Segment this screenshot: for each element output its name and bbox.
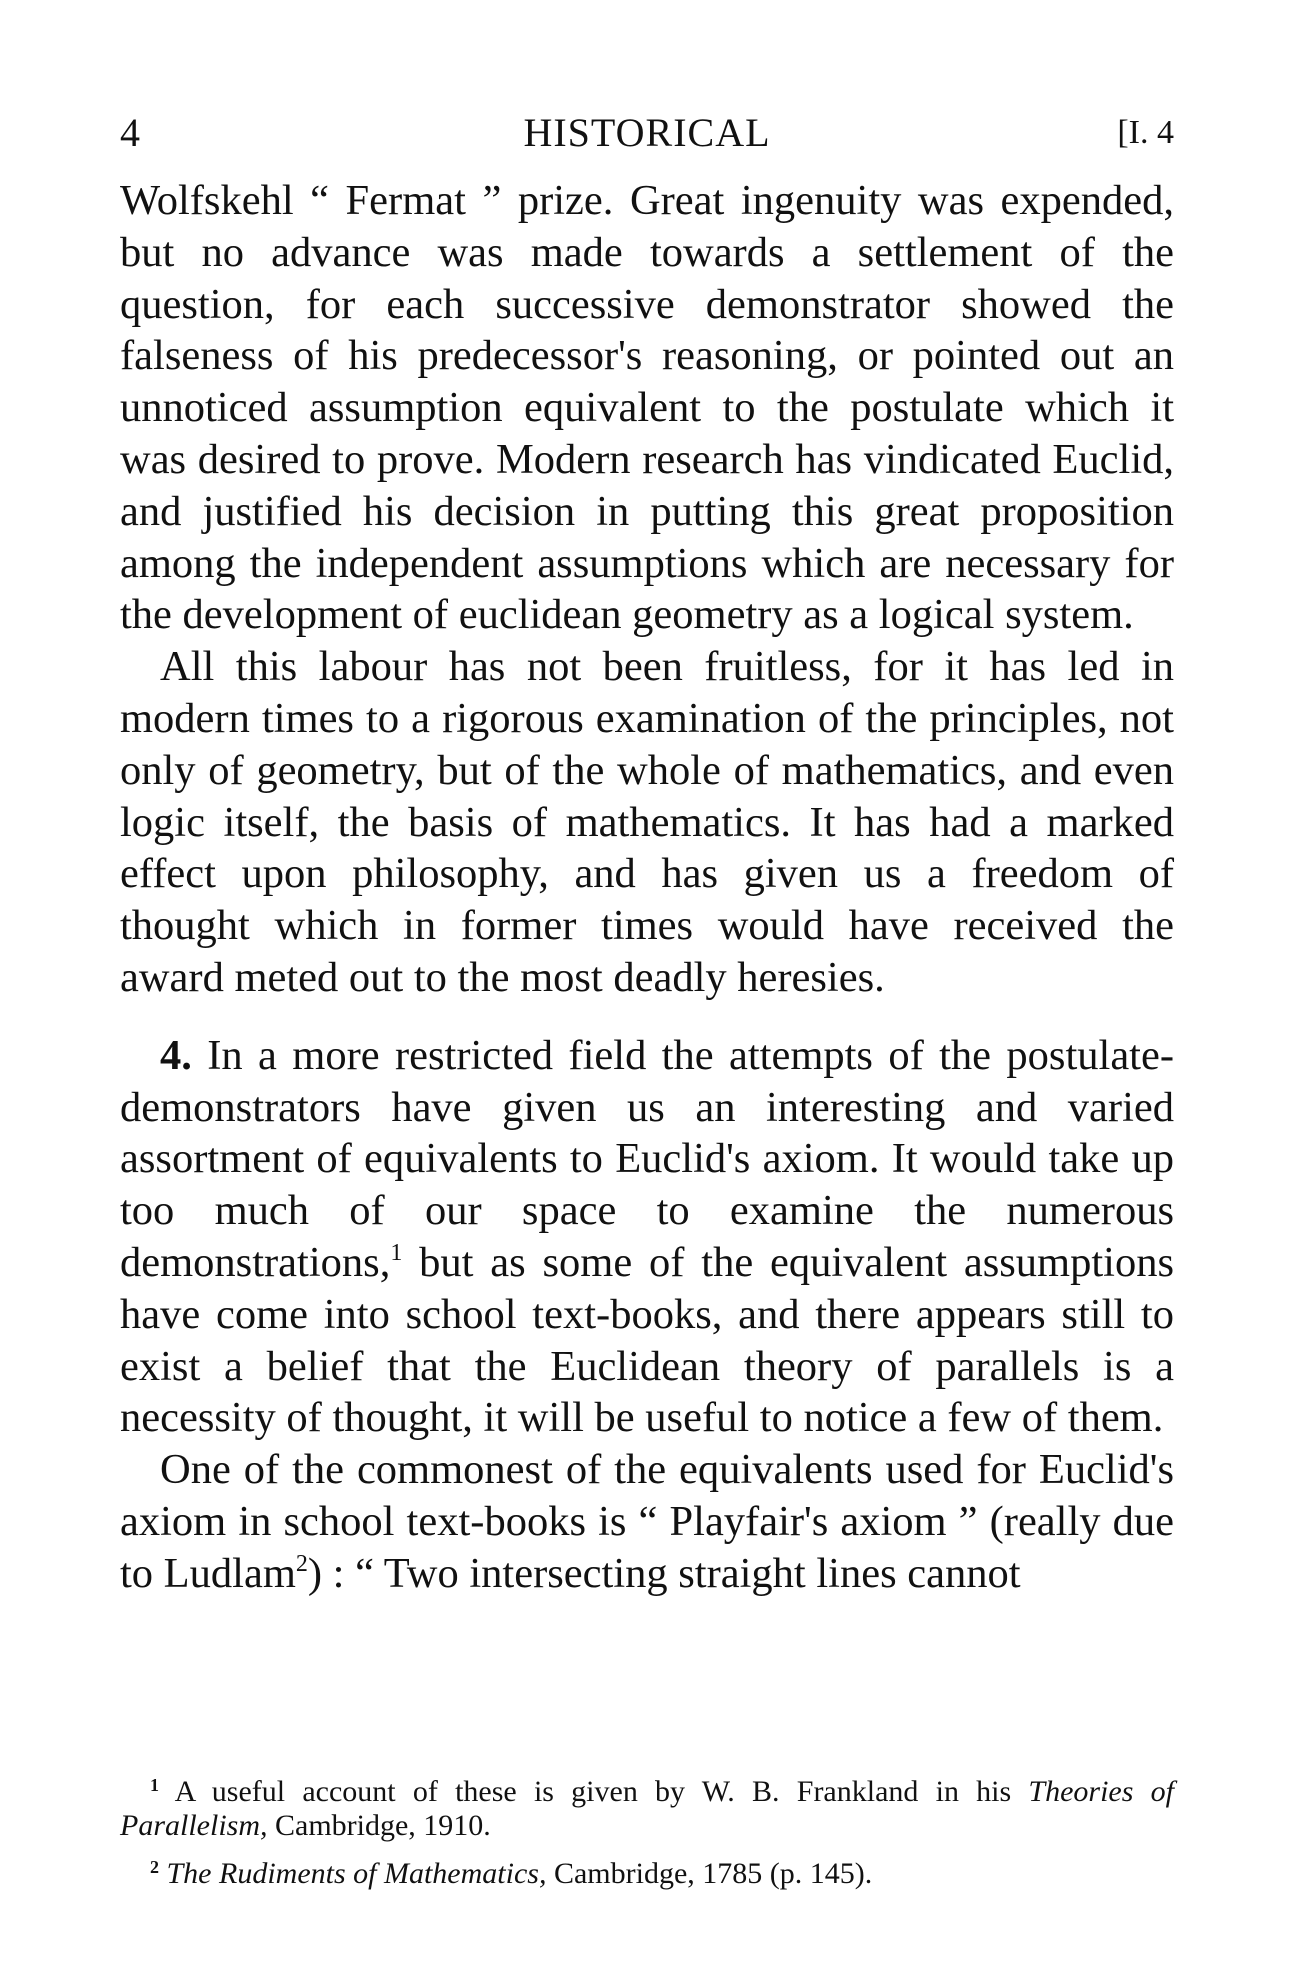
- footnote-book-title: Theories of Parallelism,: [120, 1775, 1174, 1842]
- paragraph-section-4: [120, 1030, 1174, 1444]
- paragraph-labour: All this labour has not been fruitless, for it has led in modern times to a rigorous examination of the principles, not only of geometry, but of the whole of mathematics, and even logic itself, the basis of mathematics. It has had a marked effect upon philosophy, and has given us a freedom of thought which in former times would have received the award meted out to the most deadly heresies.: [120, 643, 1174, 1001]
- paragraph-text: One of the commonest of the equivalents used for Euclid's axiom in school text-books is “ Playfair's axiom ” (really due to Ludlam: [120, 1446, 1174, 1597]
- footnote-text: Cambridge, 1785 (p. 145).: [546, 1857, 873, 1890]
- footnote-mark: 2: [150, 1857, 159, 1877]
- footnote-book-title: The Rudiments of Mathematics,: [159, 1857, 547, 1890]
- section-number: 4.: [160, 1031, 192, 1079]
- footnote-mark: 1: [150, 1775, 159, 1795]
- body-text: [120, 175, 1174, 1600]
- paragraph-playfair: [120, 1444, 1174, 1599]
- footnote-text: A useful account of these is given by W. B. Frankland in his: [159, 1775, 1029, 1808]
- running-head: [120, 108, 1174, 158]
- page-number: 4: [120, 110, 140, 155]
- paragraph-text: In a more restricted field the attempts of the postulate-demonstrators have given us an interesting and varied assortment of equivalents to Euclid's axiom. It would take up too much of our space to examine the numerous demonstrations,: [120, 1031, 1175, 1286]
- paragraph-continued: Wolfskehl “ Fermat ” prize. Great ingenuity was expended, but no advance was made towards a settlement of the question, for each successive demonstrator showed the falseness of his predecessor's reasoning, or pointed out an unnoticed assumption equivalent to the postulate which it was desired to prove. Modern research has vindicated Euclid, and justified his decision in putting this great proposition among the independent assumptions which are necessary for the development of euclidean geometry as a logical system.: [120, 177, 1174, 639]
- footnote-2: [120, 1857, 1174, 1891]
- footnote-1: [120, 1775, 1174, 1843]
- paragraph-text: ) : “ Two intersecting straight lines cannot: [307, 1549, 1021, 1597]
- paragraph-text: but as some of the equivalent assumptions have come into school text-books, and there appears still to exist a belief that the Euclidean theory of parallels is a necessity of thought, it will be useful to notice a few of them.: [120, 1238, 1174, 1442]
- section-reference: [I. 4: [1117, 114, 1174, 151]
- footnote-ref-1: 1: [390, 1239, 403, 1266]
- chapter-title: HISTORICAL: [523, 110, 771, 155]
- footnotes: [120, 1775, 1174, 1891]
- footnote-text: Cambridge, 1910.: [267, 1809, 491, 1842]
- footnote-ref-2: 2: [295, 1550, 308, 1577]
